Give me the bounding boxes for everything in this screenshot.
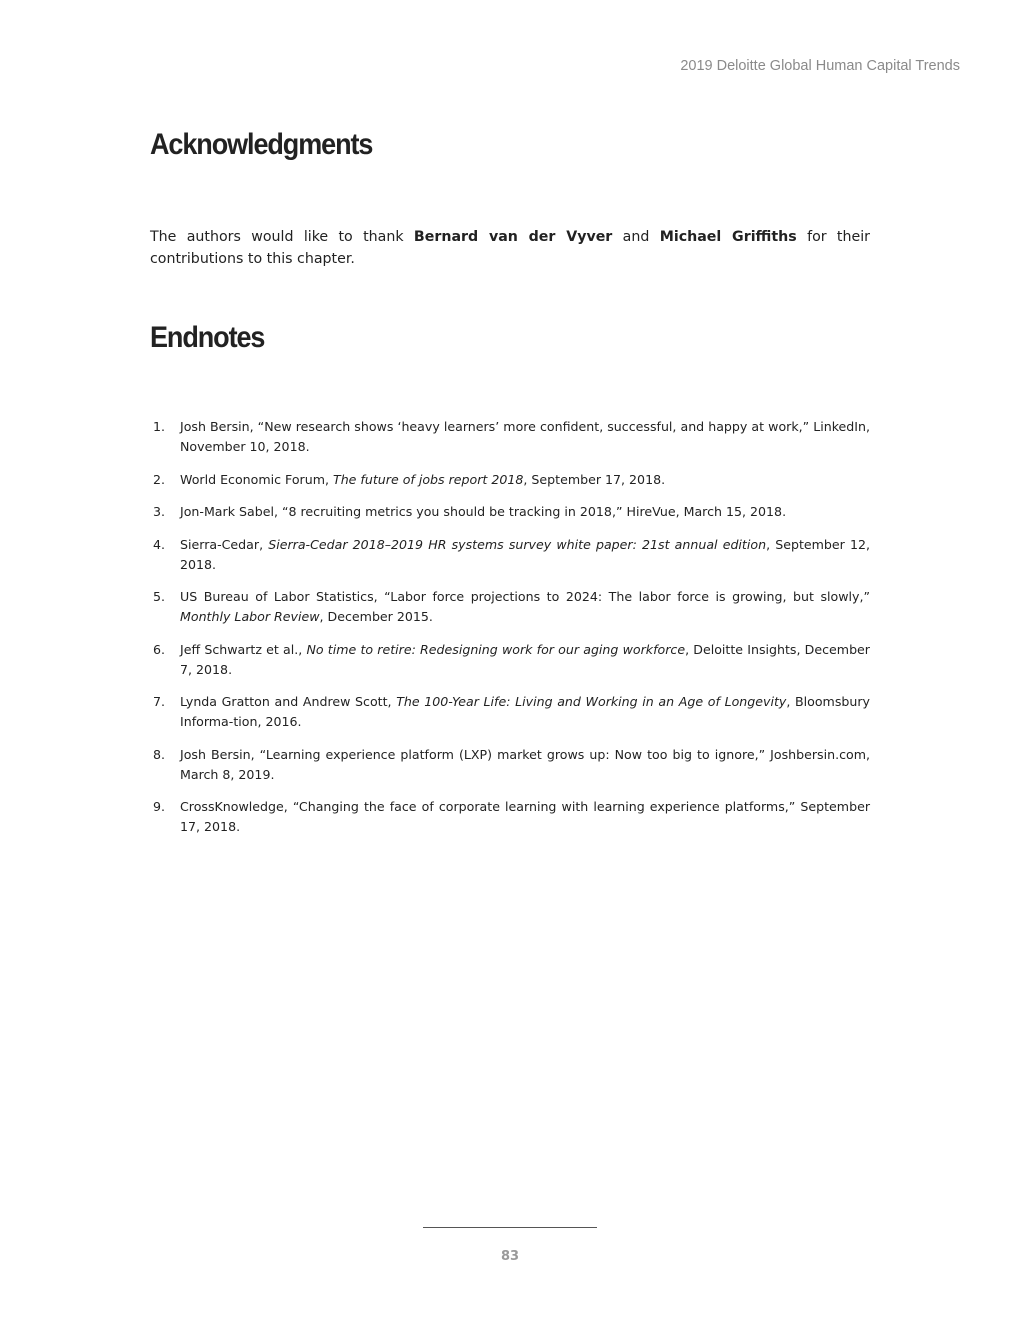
ack-text-middle: and: [612, 229, 660, 245]
endnote-title: The future of jobs report 2018: [333, 471, 524, 487]
endnote-number: 6.: [153, 641, 166, 657]
ack-text-after: for their contributions to this chapter.: [150, 229, 870, 267]
endnote-item: [150, 535, 870, 575]
endnote-text-after: , Bloomsbury Informa-tion, 2016.: [180, 694, 870, 729]
endnote-number: 1.: [153, 419, 166, 434]
endnote-item: [150, 692, 870, 732]
ack-person-2: Michael Griffiths: [659, 229, 797, 245]
running-header: 2019 Deloitte Global Human Capital Trends: [680, 58, 960, 74]
endnote-text-after: , Deloitte Insights, December 7, 2018.: [180, 641, 870, 677]
endnote-number: 3.: [153, 504, 166, 519]
endnote-item: [150, 502, 870, 522]
endnote-text: Jon-Mark Sabel, “8 recruiting metrics you should be tracking in 2018,” HireVue, March 15, 2018.: [180, 504, 787, 519]
endnote-item: [150, 745, 870, 785]
endnote-text-after: , December 2015.: [319, 609, 433, 624]
endnote-text: Sierra-Cedar,: [180, 536, 269, 552]
endnote-title: No time to retire: Redesigning work for our aging workforce: [306, 641, 686, 657]
endnote-item: [150, 587, 870, 627]
endnote-number: 4.: [153, 536, 166, 552]
endnote-item: [150, 417, 870, 457]
endnote-text-after: , September 12, 2018.: [180, 536, 871, 572]
ack-person-1: Bernard van der Vyver: [413, 229, 613, 245]
endnote-number: 2.: [153, 471, 166, 487]
ack-text-before: The authors would like to thank: [150, 229, 414, 245]
endnote-title: The 100-Year Life: Living and Working in an Age of Longevity: [396, 694, 787, 709]
endnote-title: Monthly Labor Review: [180, 609, 320, 624]
acknowledgments-text: [150, 226, 870, 270]
endnote-text: US Bureau of Labor Statistics, “Labor force projections to 2024: The labor force is growing, but slowly,”: [180, 589, 870, 604]
endnote-text: Jeff Schwartz et al.,: [180, 641, 307, 657]
endnotes-list: [150, 417, 870, 850]
endnote-text: Lynda Gratton and Andrew Scott,: [180, 694, 397, 709]
endnote-number: 9.: [153, 799, 166, 814]
endnote-text: Josh Bersin, “New research shows ‘heavy learners’ more confident, successful, and happy at work,” LinkedIn, November 10, 2018.: [180, 419, 870, 454]
endnote-title: Sierra-Cedar 2018–2019 HR systems survey white paper: 21st annual edition: [268, 536, 767, 552]
endnote-text-after: , September 17, 2018.: [523, 471, 666, 487]
endnote-item: [150, 470, 870, 490]
acknowledgments-heading: Acknowledgments: [150, 128, 373, 161]
endnote-number: 7.: [153, 694, 166, 709]
endnote-item: [150, 797, 870, 837]
endnotes-heading: Endnotes: [150, 321, 265, 354]
endnote-text: CrossKnowledge, “Changing the face of corporate learning with learning experience platforms,” September 17, 2018.: [180, 799, 870, 834]
endnote-text: Josh Bersin, “Learning experience platform (LXP) market grows up: Now too big to ignore,” Joshbersin.com, March 8, 2019.: [180, 746, 870, 782]
footer-divider: [423, 1227, 597, 1228]
endnote-number: 8.: [153, 746, 166, 762]
endnote-text: World Economic Forum,: [180, 471, 333, 487]
endnote-number: 5.: [153, 589, 166, 604]
endnote-item: [150, 640, 870, 680]
page-number: 83: [500, 1249, 520, 1264]
